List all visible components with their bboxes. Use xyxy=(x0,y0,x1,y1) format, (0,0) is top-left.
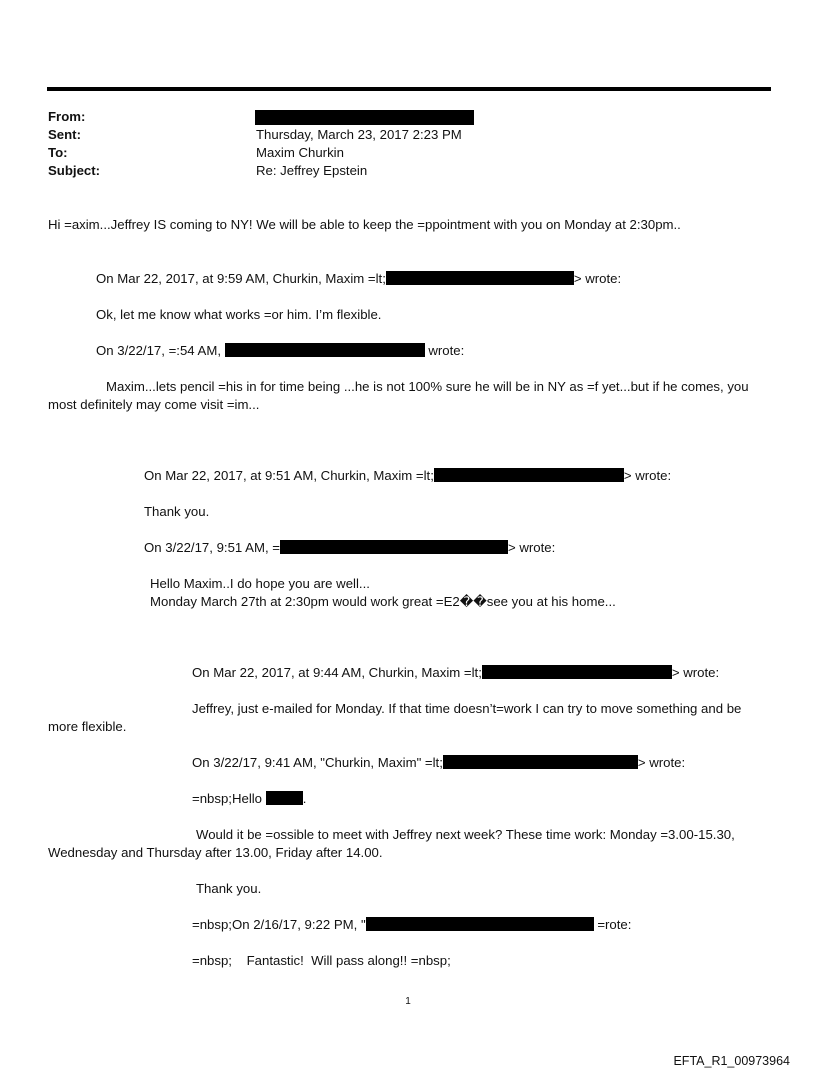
body-line xyxy=(192,790,306,808)
header-rule xyxy=(47,87,771,91)
body-line: Hi =axim...Jeffrey IS coming to NY! We will be able to keep the =ppointment with you on Monday at 2:30pm.. xyxy=(48,217,681,232)
to-value: Maxim Churkin xyxy=(256,145,344,160)
quote-header-text: > wrote: xyxy=(637,755,686,770)
from-label: From: xyxy=(48,109,86,124)
quote-header-text: On 3/22/17, =:54 AM, xyxy=(96,343,225,358)
quote-header-text: On Mar 22, 2017, at 9:51 AM, Churkin, Maxim =lt; xyxy=(144,468,434,483)
quote-header-text: =rote: xyxy=(593,917,632,932)
redaction xyxy=(280,540,508,554)
body-line: Thank you. xyxy=(196,881,262,896)
redaction-from xyxy=(255,110,474,125)
body-line: Wednesday and Thursday after 13.00, Friday after 14.00. xyxy=(48,845,383,860)
quote-header xyxy=(192,754,685,772)
subject-label: Subject: xyxy=(48,163,101,178)
quote-header-text: > wrote: xyxy=(508,540,556,555)
redaction xyxy=(482,665,672,679)
subject-value: Re: Jeffrey Epstein xyxy=(256,163,368,178)
redaction xyxy=(434,468,624,482)
body-line: most definitely may come visit =im... xyxy=(48,397,260,412)
body-text: . xyxy=(302,791,307,806)
body-line: Would it be =ossible to meet with Jeffrey next week? These time work: Monday =3.00-15.30, xyxy=(196,827,735,842)
redaction xyxy=(366,917,594,931)
page-number: 1 xyxy=(405,996,411,1007)
redaction xyxy=(266,791,303,805)
quote-header xyxy=(96,270,621,288)
document-id: EFTA_R1_00973964 xyxy=(673,1054,790,1068)
redaction xyxy=(225,343,425,357)
redaction xyxy=(386,271,574,285)
body-line: =nbsp; Fantastic! Will pass along!! =nbsp; xyxy=(192,953,451,968)
quote-header-text: wrote: xyxy=(424,343,465,358)
sent-label: Sent: xyxy=(48,127,81,142)
body-line: Monday March 27th at 2:30pm would work great =E2��see you at his home... xyxy=(150,594,616,609)
quote-header xyxy=(96,342,464,360)
quote-header-text: > wrote: xyxy=(573,271,622,286)
body-line: Maxim...lets pencil =his in for time being ...he is not 100% sure he will be in NY as =f yet...but if he comes, you xyxy=(106,379,749,394)
body-text: =nbsp;Hello xyxy=(192,791,266,806)
quote-header-text: On 3/22/17, 9:51 AM, = xyxy=(144,540,280,555)
quote-header xyxy=(144,539,555,557)
quote-header-text: On Mar 22, 2017, at 9:44 AM, Churkin, Maxim =lt; xyxy=(192,665,482,680)
sent-value: Thursday, March 23, 2017 2:23 PM xyxy=(256,127,462,142)
body-line: Hello Maxim..I do hope you are well... xyxy=(150,576,370,591)
quote-header-text: On 3/22/17, 9:41 AM, "Churkin, Maxim" =lt; xyxy=(192,755,443,770)
quote-header-text: =nbsp;On 2/16/17, 9:22 PM, " xyxy=(192,917,366,932)
body-line: more flexible. xyxy=(48,719,127,734)
quote-header xyxy=(144,467,671,485)
quote-header-text: > wrote: xyxy=(671,665,720,680)
quote-header-text: On Mar 22, 2017, at 9:59 AM, Churkin, Maxim =lt; xyxy=(96,271,386,286)
redaction xyxy=(443,755,638,769)
quote-header xyxy=(192,664,719,682)
body-line: Jeffrey, just e-mailed for Monday. If that time doesn’t=work I can try to move something and be xyxy=(192,701,742,716)
body-line: Ok, let me know what works =or him. I’m flexible. xyxy=(96,307,382,322)
quote-header-text: > wrote: xyxy=(623,468,672,483)
to-label: To: xyxy=(48,145,68,160)
body-line: Thank you. xyxy=(144,504,210,519)
quote-header xyxy=(192,916,631,934)
